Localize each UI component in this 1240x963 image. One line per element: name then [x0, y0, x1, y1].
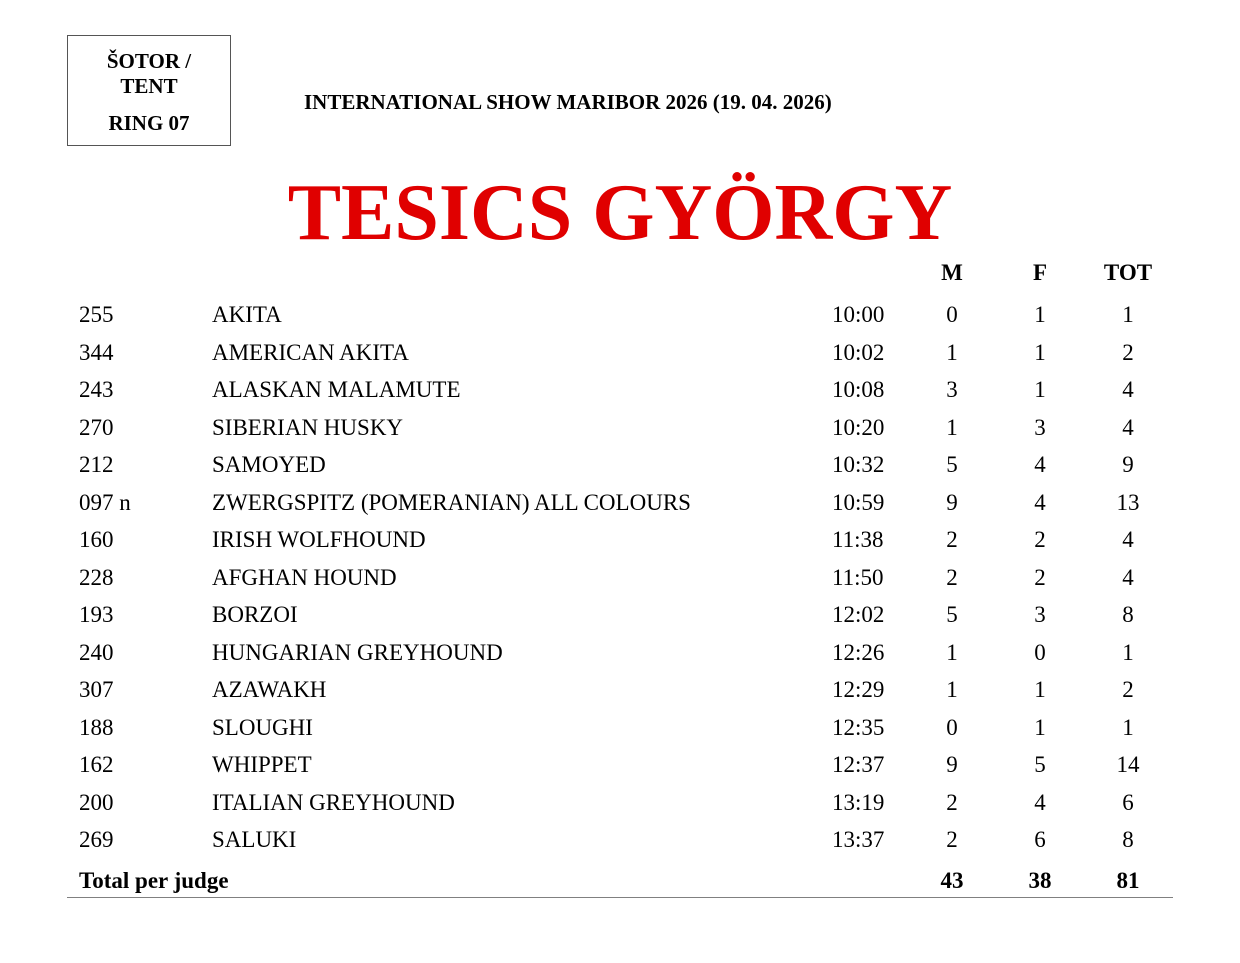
total-f: 38: [1028, 868, 1052, 893]
count-f: 2: [1034, 564, 1046, 590]
count-f: 4: [1034, 452, 1046, 477]
judging-time: 12:35: [832, 714, 885, 740]
judging-time: 12:02: [832, 602, 885, 627]
table-row: [0, 788, 1240, 818]
judging-time: 10:02: [832, 339, 885, 365]
table-row: [0, 338, 1240, 368]
breed-name: SLOUGHI: [212, 714, 313, 740]
count-m: 2: [946, 527, 958, 552]
count-m: 9: [946, 489, 958, 515]
count-tot: 2: [1122, 339, 1134, 365]
count-m: 1: [946, 677, 958, 702]
total-label: Total per judge: [79, 868, 229, 893]
table-row: [0, 488, 1240, 518]
breed-code: 243: [79, 377, 114, 402]
count-m: 1: [946, 339, 958, 365]
judging-time: 13:37: [832, 827, 885, 852]
breed-code: 097 n: [79, 489, 131, 515]
total-tot: 81: [1116, 868, 1140, 893]
breed-name: BORZOI: [212, 602, 298, 627]
breed-code: 344: [79, 339, 114, 365]
bottom-rule: [67, 897, 1173, 898]
count-m: 2: [946, 789, 958, 815]
table-row: [0, 675, 1240, 705]
count-tot: 4: [1122, 527, 1134, 552]
count-m: 0: [946, 714, 958, 740]
breed-code: 162: [79, 752, 114, 777]
ring-box-tent-label: ŠOTOR /: [106, 49, 192, 73]
count-f: 2: [1034, 527, 1046, 552]
count-tot: 1: [1122, 639, 1134, 665]
count-f: 3: [1034, 414, 1046, 440]
breed-name: WHIPPET: [212, 752, 312, 777]
breed-code: 269: [79, 827, 114, 852]
breed-code: 160: [79, 527, 114, 552]
count-m: 3: [946, 377, 958, 402]
breed-code: 270: [79, 414, 114, 440]
total-m: 43: [940, 868, 964, 893]
breed-name: AKITA: [212, 302, 282, 327]
breed-name: AMERICAN AKITA: [212, 339, 409, 365]
breed-name: SALUKI: [212, 827, 297, 852]
count-tot: 4: [1122, 564, 1134, 590]
breed-name: AFGHAN HOUND: [212, 564, 397, 590]
count-tot: 4: [1122, 377, 1134, 402]
breed-name: ZWERGSPITZ (POMERANIAN) ALL COLOURS: [212, 489, 691, 515]
count-m: 9: [946, 752, 958, 777]
judging-time: 12:37: [832, 752, 885, 777]
judging-time: 10:32: [832, 452, 885, 477]
table-row: [0, 713, 1240, 743]
breed-code: 228: [79, 564, 114, 590]
count-f: 3: [1034, 602, 1046, 627]
breed-code: 212: [79, 452, 114, 477]
judging-time: 13:19: [832, 789, 885, 815]
count-tot: 2: [1122, 677, 1134, 702]
ring-number: RING 07: [108, 111, 190, 135]
judging-time: 11:38: [832, 527, 884, 552]
judging-time: 10:20: [832, 414, 885, 440]
table-row: [0, 825, 1240, 855]
count-m: 2: [946, 564, 958, 590]
table-row: [0, 375, 1240, 405]
column-header-tot: TOT: [1103, 260, 1153, 285]
count-tot: 1: [1122, 302, 1134, 327]
breed-code: 255: [79, 302, 114, 327]
table-row: [0, 450, 1240, 480]
breed-name: IRISH WOLFHOUND: [212, 527, 426, 552]
count-m: 1: [946, 414, 958, 440]
count-tot: 6: [1122, 789, 1134, 815]
count-m: 0: [946, 302, 958, 327]
breed-name: SIBERIAN HUSKY: [212, 414, 404, 440]
count-f: 4: [1034, 489, 1046, 515]
judging-time: 11:50: [832, 564, 884, 590]
column-header-f: F: [1032, 260, 1048, 285]
judge-name: TESICS GYÖRGY: [287, 169, 953, 257]
count-f: 1: [1034, 377, 1046, 402]
breed-code: 188: [79, 714, 114, 740]
breed-code: 193: [79, 602, 114, 627]
count-tot: 13: [1116, 489, 1140, 515]
count-tot: 14: [1116, 752, 1140, 777]
count-m: 2: [946, 827, 958, 852]
breed-name: ITALIAN GREYHOUND: [212, 789, 455, 815]
table-row: [0, 563, 1240, 593]
count-f: 1: [1034, 714, 1046, 740]
judging-time: 10:00: [832, 302, 885, 327]
count-f: 5: [1034, 752, 1046, 777]
ring-box-tent-label-en: TENT: [120, 74, 178, 98]
breed-code: 200: [79, 789, 114, 815]
table-row: [0, 600, 1240, 630]
breed-name: AZAWAKH: [212, 677, 327, 702]
breed-code: 240: [79, 639, 114, 665]
column-header-m: M: [941, 260, 963, 285]
count-tot: 1: [1122, 714, 1134, 740]
count-f: 6: [1034, 827, 1046, 852]
table-row: [0, 300, 1240, 330]
total-row: [0, 866, 1240, 896]
count-tot: 8: [1122, 602, 1134, 627]
breed-name: ALASKAN MALAMUTE: [212, 377, 461, 402]
breed-name: HUNGARIAN GREYHOUND: [212, 639, 503, 665]
judging-time: 12:26: [832, 639, 885, 665]
count-m: 5: [946, 452, 958, 477]
count-f: 4: [1034, 789, 1046, 815]
table-row: [0, 750, 1240, 780]
count-m: 1: [946, 639, 958, 665]
count-f: 0: [1034, 639, 1046, 665]
count-m: 5: [946, 602, 958, 627]
count-f: 1: [1034, 339, 1046, 365]
count-tot: 9: [1122, 452, 1134, 477]
count-tot: 8: [1122, 827, 1134, 852]
breed-code: 307: [79, 677, 114, 702]
count-tot: 4: [1122, 414, 1134, 440]
show-title: INTERNATIONAL SHOW MARIBOR 2026 (19. 04. 2026): [304, 90, 832, 114]
judging-time: 12:29: [832, 677, 885, 702]
judging-time: 10:08: [832, 377, 885, 402]
ring-box: [67, 35, 231, 146]
breed-name: SAMOYED: [212, 452, 326, 477]
table-row: [0, 638, 1240, 668]
table-row: [0, 413, 1240, 443]
count-f: 1: [1034, 677, 1046, 702]
judging-time: 10:59: [832, 489, 885, 515]
table-row: [0, 525, 1240, 555]
count-f: 1: [1034, 302, 1046, 327]
